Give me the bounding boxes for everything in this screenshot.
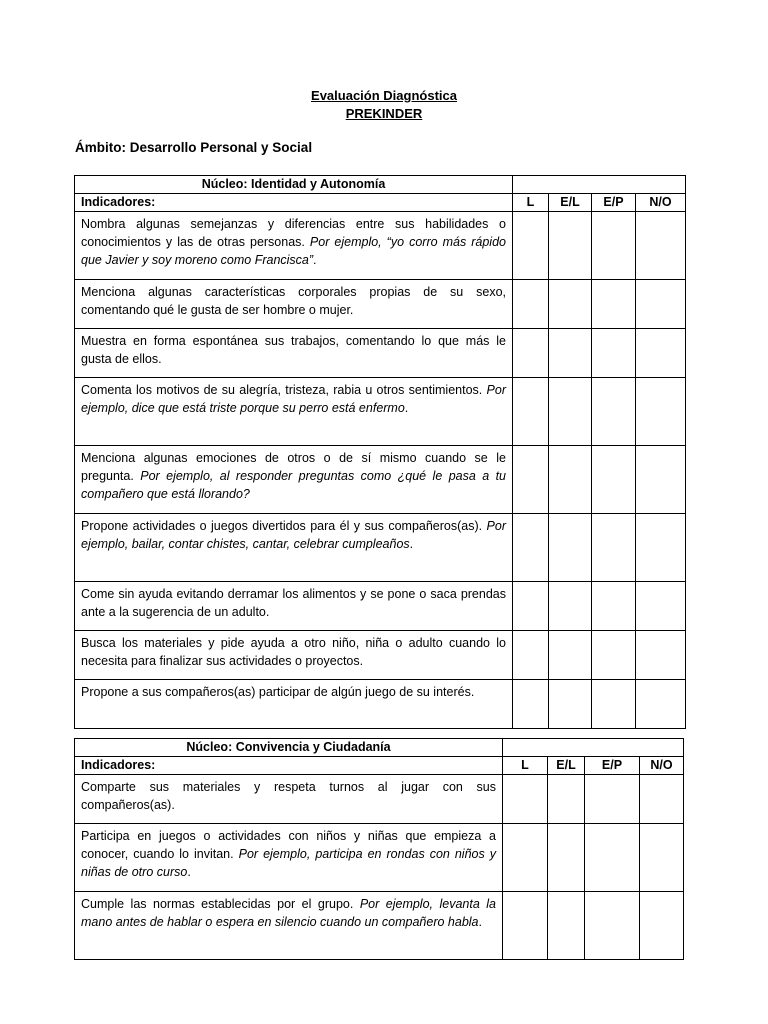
indicator-example: Por ejemplo, participa en rondas con niños y niñas de otro curso — [81, 847, 496, 879]
indicator-text — [75, 514, 513, 582]
rating-cell-ep[interactable] — [585, 775, 640, 824]
indicator-row — [75, 775, 684, 824]
col-header-el: E/L — [548, 757, 585, 775]
indicator-text — [75, 280, 513, 329]
indicator-end: . — [313, 253, 317, 267]
rating-cell-ep[interactable] — [592, 582, 636, 631]
indicator-row — [75, 514, 686, 582]
rating-cell-el[interactable] — [549, 378, 592, 446]
indicator-text — [75, 680, 513, 729]
table-body — [75, 775, 684, 960]
indicator-description: Muestra en forma espontánea sus trabajos, comentando lo que más le gusta de ellos. — [81, 334, 506, 366]
rating-cell-l[interactable] — [513, 446, 549, 514]
rating-cell-l[interactable] — [503, 892, 548, 960]
indicator-text — [75, 446, 513, 514]
rating-cell-no[interactable] — [636, 446, 686, 514]
indicator-description: Menciona algunas emociones de otros o de sí mismo cuando se le pregunta. — [81, 451, 506, 483]
rating-cell-l[interactable] — [513, 582, 549, 631]
indicator-description: Comparte sus materiales y respeta turnos al jugar con sus compañeros(as). — [81, 780, 496, 812]
indicator-description: Menciona algunas características corporales propias de su sexo, comentando qué le gusta de ser hombre o mujer. — [81, 285, 506, 317]
indicator-text — [75, 892, 503, 960]
rating-cell-l[interactable] — [513, 212, 549, 280]
rating-cell-l[interactable] — [513, 280, 549, 329]
indicator-text — [75, 824, 503, 892]
indicator-example: Por ejemplo, levanta la mano antes de hablar o espera en silencio cuando un compañero habla — [81, 897, 497, 929]
indicator-text — [75, 329, 513, 378]
indicator-description: Propone a sus compañeros(as) participar de algún juego de su interés. — [81, 685, 475, 699]
col-header-no: N/O — [636, 194, 686, 212]
rating-cell-ep[interactable] — [585, 892, 640, 960]
indicator-description: Nombra algunas semejanzas y diferencias entre sus habilidades o conocimientos y las de otras personas. — [81, 217, 506, 249]
rating-cell-no[interactable] — [636, 212, 686, 280]
indicator-example: Por ejemplo, “yo corro más rápido que Javier y soy moreno como Francisca” — [81, 235, 506, 267]
table-identidad-autonomia — [74, 175, 686, 729]
rating-cell-no[interactable] — [636, 329, 686, 378]
rating-cell-ep[interactable] — [592, 446, 636, 514]
rating-cell-l[interactable] — [513, 680, 549, 729]
rating-cell-l[interactable] — [503, 775, 548, 824]
indicator-example: Por ejemplo, al responder preguntas como ¿qué le pasa a tu compañero que está llorando? — [81, 469, 507, 501]
indicator-row — [75, 582, 686, 631]
nucleo-title: Núcleo: Convivencia y Ciudadanía — [75, 739, 503, 757]
rating-cell-el[interactable] — [549, 680, 592, 729]
col-header-no: N/O — [640, 757, 684, 775]
col-header-l: L — [503, 757, 548, 775]
indicator-description: Busca los materiales y pide ayuda a otro niño, niña o adulto cuando lo necesita para finalizar sus actividades o proyectos. — [81, 636, 506, 668]
indicator-text — [75, 631, 513, 680]
document-subtitle: PREKINDER — [345, 106, 423, 121]
indicadores-header: Indicadores: — [75, 194, 513, 212]
indicator-description: Participa en juegos o actividades con niños y niñas que empieza a conocer, cuando lo invitan. — [81, 829, 496, 861]
indicator-row — [75, 212, 686, 280]
indicator-text — [75, 775, 503, 824]
indicator-end: . — [478, 915, 482, 929]
rating-cell-el[interactable] — [549, 212, 592, 280]
indicator-row — [75, 824, 684, 892]
rating-cell-no[interactable] — [640, 824, 684, 892]
indicator-description: Cumple las normas establecidas por el grupo. — [81, 897, 360, 911]
rating-cell-ep[interactable] — [592, 680, 636, 729]
indicator-row — [75, 446, 686, 514]
col-header-l: L — [513, 194, 549, 212]
rating-cell-no[interactable] — [636, 378, 686, 446]
document-title: Evaluación Diagnóstica — [311, 88, 457, 103]
rating-cell-ep[interactable] — [585, 824, 640, 892]
rating-cell-ep[interactable] — [592, 280, 636, 329]
indicator-row — [75, 280, 686, 329]
rating-cell-l[interactable] — [503, 824, 548, 892]
indicator-description: Come sin ayuda evitando derramar los alimentos y se pone o saca prendas ante a la sugerencia de un adulto. — [81, 587, 506, 619]
rating-cell-el[interactable] — [549, 582, 592, 631]
rating-cell-ep[interactable] — [592, 631, 636, 680]
indicator-description: Propone actividades o juegos divertidos para él y sus compañeros(as). — [81, 519, 487, 533]
rating-cell-no[interactable] — [636, 680, 686, 729]
indicator-row — [75, 680, 686, 729]
rating-cell-el[interactable] — [549, 446, 592, 514]
nucleo-blank-cell — [503, 739, 684, 757]
indicator-description: Comenta los motivos de su alegría, tristeza, rabia u otros sentimientos. — [81, 383, 487, 397]
rating-cell-l[interactable] — [513, 631, 549, 680]
col-header-el: E/L — [549, 194, 592, 212]
nucleo-blank-cell — [513, 176, 686, 194]
indicadores-header: Indicadores: — [75, 757, 503, 775]
indicator-text — [75, 378, 513, 446]
nucleo-title: Núcleo: Identidad y Autonomía — [75, 176, 513, 194]
indicator-end: . — [187, 865, 191, 879]
rating-cell-no[interactable] — [640, 775, 684, 824]
rating-cell-ep[interactable] — [592, 212, 636, 280]
rating-cell-el[interactable] — [549, 631, 592, 680]
indicator-example: Por ejemplo, dice que está triste porque su perro está enfermo — [81, 383, 506, 415]
indicator-example: Por ejemplo, bailar, contar chistes, cantar, celebrar cumpleaños — [81, 519, 506, 551]
rating-cell-no[interactable] — [640, 892, 684, 960]
indicator-text — [75, 582, 513, 631]
rating-cell-ep[interactable] — [592, 514, 636, 582]
indicator-text — [75, 212, 513, 280]
rating-cell-no[interactable] — [636, 582, 686, 631]
rating-cell-el[interactable] — [549, 280, 592, 329]
indicator-end: . — [409, 537, 414, 551]
rating-cell-el[interactable] — [548, 892, 585, 960]
rating-cell-ep[interactable] — [592, 378, 636, 446]
rating-cell-el[interactable] — [548, 824, 585, 892]
rating-cell-el[interactable] — [549, 329, 592, 378]
rating-cell-l[interactable] — [513, 514, 549, 582]
indicator-row — [75, 329, 686, 378]
rating-cell-ep[interactable] — [592, 329, 636, 378]
rating-cell-el[interactable] — [548, 775, 585, 824]
rating-cell-el[interactable] — [549, 514, 592, 582]
rating-cell-no[interactable] — [636, 631, 686, 680]
indicator-row — [75, 892, 684, 960]
table-convivencia-ciudadania — [74, 738, 684, 960]
indicator-end: . — [404, 401, 409, 415]
col-header-ep: E/P — [585, 757, 640, 775]
ambito-heading: Ámbito: Desarrollo Personal y Social — [75, 140, 313, 155]
rating-cell-no[interactable] — [636, 280, 686, 329]
rating-cell-l[interactable] — [513, 329, 549, 378]
table-body — [75, 212, 686, 729]
rating-cell-l[interactable] — [513, 378, 549, 446]
indicator-row — [75, 378, 686, 446]
col-header-ep: E/P — [592, 194, 636, 212]
indicator-row — [75, 631, 686, 680]
rating-cell-no[interactable] — [636, 514, 686, 582]
